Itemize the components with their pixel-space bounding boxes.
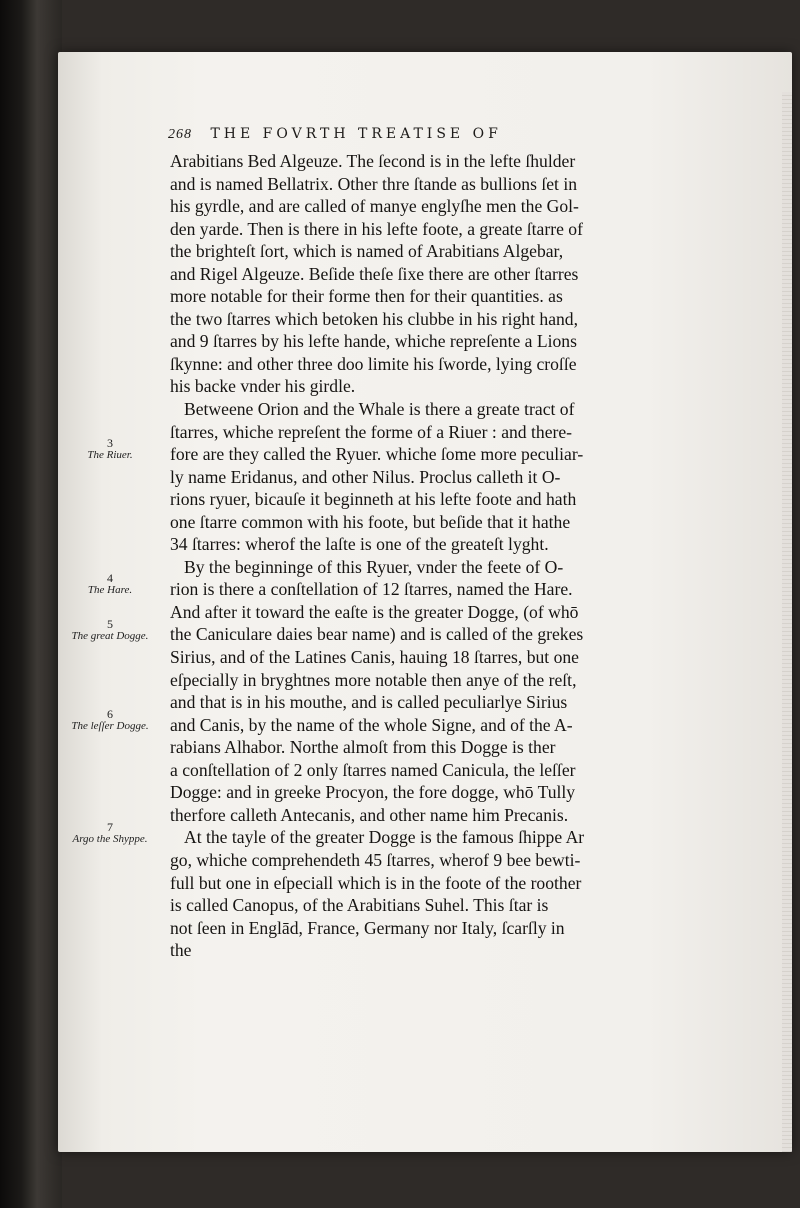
text-line: more notable for their forme then for their quantities. as [170,286,563,307]
running-title: THE FOVRTH TREATISE OF [210,126,502,142]
text-line: rions ryuer, bicauſe it beginneth at his lefte foote and hath [170,489,577,510]
text-line: 34 ſtarres: wherof the laſte is one of the greateſt lyght. [170,534,549,555]
text-line: By the beginninge of this Ryuer, vnder the feete of O- [184,556,564,577]
margin-note-number: 5 [107,616,113,631]
margin-note [58,708,162,732]
margin-note-label: The Hare. [87,584,133,597]
text-line: Sirius, and of the Latines Canis, hauing 18 ſtarres, but one [170,647,579,668]
text-line: the Caniculare daies bear name) and is called of the grekes [170,624,584,645]
margin-note [58,572,162,596]
text-line: and Rigel Algeuze. Beſide theſe ſixe there are other ſtarres [170,263,579,284]
text-line: the two ſtarres which betoken his clubbe in his right hand, [170,308,578,329]
text-line: and Canis, by the name of the whole Signe, and of the A- [170,714,573,735]
margin-note-number: 4 [107,571,113,586]
page-number: 268 [168,127,192,142]
text-line: his gyrdle, and are called of manye englyſhe men the Gol- [170,196,579,217]
margin-note-label: The Riuer. [87,449,133,462]
body-text [170,150,690,962]
text-line: rion is there a conſtellation of 12 ſtarres, named the Hare. [170,579,573,600]
margin-note [58,821,162,845]
text-line: is called Canopus, of the Arabitians Suhel. This ſtar is [170,895,549,916]
text-line: full but one in eſpeciall which is in the foote of the roother [170,872,582,893]
text-line: go, whiche comprehendeth 45 ſtarres, wherof 9 bee bewti- [170,849,581,870]
text-line: fore are they called the Ryuer. whiche ſome more peculiar- [170,444,584,465]
text-line: therfore calleth Antecanis, and other name him Precanis. [170,804,569,825]
margin-note [58,437,162,461]
text-line: Dogge: and in greeke Procyon, the fore dogge, whō Tully [170,782,576,803]
text-line: ly name Eridanus, and other Nilus. Proclus calleth it O- [170,466,561,487]
book-binding [0,0,62,1208]
text-line: his backe vnder his girdle. [170,376,356,397]
margin-note-label: Argo the Shyppe. [72,832,148,845]
margin-note-number: 3 [107,436,113,451]
text-line: At the tayle of the greater Dogge is the famous ſhippe Ar [184,827,585,848]
text-line: and is named Bellatrix. Other thre ſtande as bullions ſet in [170,173,578,194]
text-line: the brighteſt ſort, which is named of Arabitians Algebar, [170,241,564,262]
text-line: not ſeen in Englād, France, Germany nor Italy, ſcarſly in [170,917,565,938]
text-line: rabians Alhabor. Northe almoſt from this Dogge is ther [170,737,556,758]
page-edges [782,92,792,1152]
text-line: And after it toward the eaſte is the greater Dogge, (of whō [170,601,579,622]
margin-note [58,618,162,642]
running-header [168,126,688,143]
text-line: eſpecially in bryghtnes more notable then anye of the reſt, [170,669,577,690]
text-line: one ſtarre common with his foote, but beſide that it hathe [170,511,571,532]
text-line: Betweene Orion and the Whale is there a greate tract of [184,399,575,420]
text-line: den yarde. Then is there in his lefte foote, a greate ſtarre of [170,218,583,239]
text-line: ſkynne: and other three doo limite his ſworde, lying croſſe [170,353,577,374]
text-line: a conſtellation of 2 only ſtarres named Canicula, the leſſer [170,759,576,780]
margin-note-number: 6 [107,706,113,721]
text-line: the [170,940,192,961]
text-line: and 9 ſtarres by his lefte hande, whiche repreſente a Lions [170,331,577,352]
margin-note-label: The great Dogge. [71,629,149,642]
margin-note-label: The leſſer Dogge. [71,719,149,732]
text-line: Arabitians Bed Algeuze. The ſecond is in the lefte ſhulder [170,151,576,171]
text-line: ſtarres, whiche repreſent the forme of a Riuer : and there- [170,421,573,442]
margin-note-number: 7 [107,819,113,834]
text-line: and that is in his mouthe, and is called peculiarlye Sirius [170,692,568,713]
